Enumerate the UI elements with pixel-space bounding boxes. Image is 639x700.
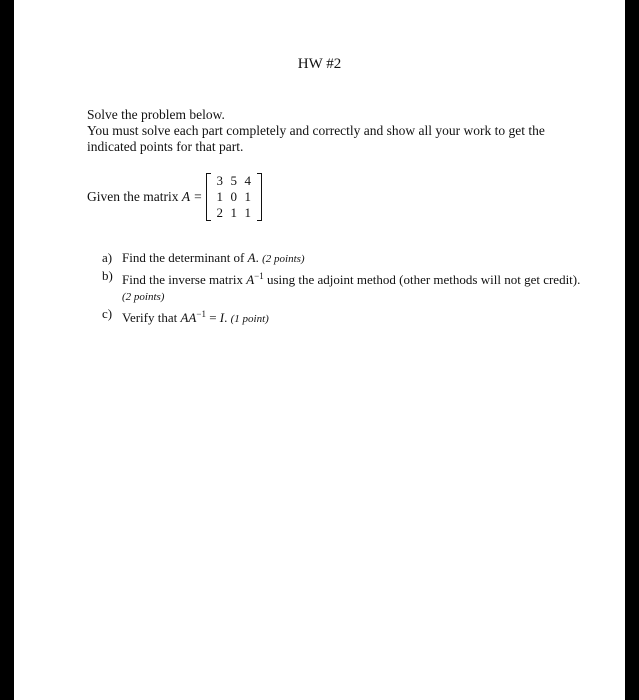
- document-page: [14, 0, 625, 700]
- page-title: HW #2: [297, 56, 342, 72]
- matrix-cell: 1: [244, 205, 251, 220]
- part-text: using the adjoint method (other methods will not get credit).: [263, 272, 584, 287]
- part-b: [102, 268, 582, 305]
- equals-sign: =: [194, 189, 202, 204]
- matrix-cell: 2: [216, 205, 223, 220]
- instruction-line-2: You must solve each part completely and correctly and show all your work to get the indicated points for that part.: [87, 123, 545, 154]
- points-label: (2 points): [122, 291, 165, 303]
- given-matrix-statement: [87, 172, 262, 222]
- question-parts: [102, 250, 582, 328]
- part-text: Find the inverse matrix: [122, 272, 247, 287]
- part-a: [102, 250, 582, 267]
- matrix-variable: A: [181, 189, 191, 204]
- matrix-cell: 1: [244, 189, 251, 204]
- math-var: AA: [180, 310, 197, 325]
- matrix-cell: 5: [230, 173, 237, 188]
- matrix-cell: 1: [230, 205, 237, 220]
- part-body: [122, 268, 582, 305]
- part-body: [122, 306, 582, 327]
- matrix-cell: 3: [216, 173, 223, 188]
- math-var: A: [246, 272, 255, 287]
- points-label: (1 point): [230, 313, 269, 325]
- part-text: .: [255, 250, 263, 265]
- part-text: Verify that: [122, 310, 181, 325]
- instructions: [87, 107, 587, 155]
- part-text: .: [224, 310, 231, 325]
- given-lead-text: Given the matrix: [87, 189, 182, 204]
- math-var: I: [219, 310, 225, 325]
- matrix-cell: 4: [244, 173, 251, 188]
- part-text: Find the determinant of: [122, 250, 248, 265]
- matrix-right-bracket: [257, 173, 262, 221]
- superscript: −1: [196, 309, 206, 319]
- superscript: −1: [254, 271, 264, 281]
- instruction-line-1: Solve the problem below.: [87, 107, 225, 122]
- matrix-cell: 1: [216, 189, 223, 204]
- part-body: [122, 250, 582, 267]
- matrix-grid: [211, 173, 257, 221]
- part-letter: c): [102, 306, 113, 321]
- math-var: A: [247, 250, 256, 265]
- matrix-a: [206, 173, 262, 221]
- points-label: (2 points): [262, 253, 305, 265]
- part-letter: b): [102, 268, 113, 283]
- part-c: [102, 306, 582, 327]
- part-text: =: [205, 310, 220, 325]
- part-letter: a): [102, 250, 113, 265]
- matrix-cell: 0: [230, 189, 237, 204]
